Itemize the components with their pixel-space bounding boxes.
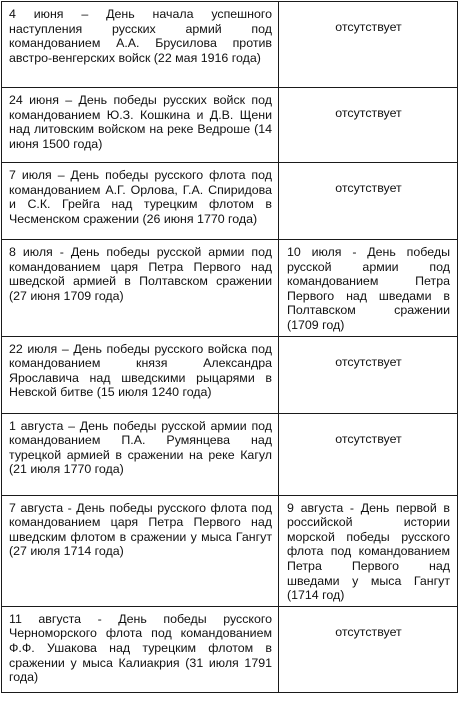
new-date-cell	[2, 163, 279, 240]
old-date-cell	[279, 606, 458, 692]
new-date-text: 22 июля – День победы русского войска под командованием князя Александра Ярославича над шведскими рыцарями в Невской битве (15 июля 1240 года)	[9, 341, 272, 400]
table-row	[2, 413, 458, 495]
old-date-text: 9 августа - День первой в российской истории морской победы русского флота под командованием Петра Первого над шведами у мыса Гангут (1714 год)	[287, 500, 450, 603]
old-date-text: отсутствует	[335, 181, 402, 195]
new-date-text: 4 июня – День начала успешного наступления русских армий под командованием А.А. Брусилова против австро-венгерских войск (22 мая 1916 года)	[9, 7, 272, 65]
new-date-text: 7 августа - День победы русского флота под командованием царя Петра Первого над шведским флотом в сражении у мыса Гангут (27 июля 1714 года)	[9, 500, 272, 559]
table-row	[2, 163, 458, 240]
new-date-text: 1 августа – День победы русской армии под командованием П.А. Румянцева над турецкой армией в сражении на реке Кагул (21 июля 1770 года)	[9, 418, 272, 477]
old-date-cell	[279, 495, 458, 606]
old-date-text: отсутствует	[335, 20, 402, 34]
new-date-text: 7 июля – День победы русского флота под командованием А.Г. Орлова, Г.А. Спиридова и С.К. Грейга над турецким флотом в Чесменском сражении (26 июня 1770 года)	[9, 168, 272, 226]
old-date-text: отсутствует	[335, 624, 402, 639]
old-date-cell	[279, 2, 458, 88]
table-row	[2, 495, 458, 606]
old-date-text: 10 июля - День победы русской армии под командованием Петра Первого над шведами в Полтавском сражении (1709 год)	[287, 245, 450, 332]
table-row	[2, 240, 458, 337]
table-row	[2, 88, 458, 163]
table-row	[2, 336, 458, 413]
military-glory-dates-table	[1, 1, 458, 693]
table-row	[2, 2, 458, 88]
new-date-text: 11 августа - День победы русского Черноморского флота под командованием Ф.Ф. Ушакова над турецким флотом в сражении у мыса Калиакрия (31 июля 1791 года)	[9, 611, 272, 685]
old-date-text: отсутствует	[335, 354, 402, 369]
new-date-cell	[2, 336, 279, 413]
old-date-cell	[279, 336, 458, 413]
new-date-cell	[2, 240, 279, 337]
old-date-text: отсутствует	[335, 106, 402, 120]
new-date-cell	[2, 606, 279, 692]
new-date-cell	[2, 88, 279, 163]
new-date-text: 8 июля - День победы русской армии под командованием царя Петра Первого над шведской армией в Полтавском сражении (27 июня 1709 года)	[9, 245, 272, 303]
new-date-text: 24 июня – День победы русских войск под командованием Ю.З. Кошкина и Д.В. Щени над литовским войском на реке Ведроше (14 июня 1500 года)	[9, 93, 272, 151]
new-date-cell	[2, 2, 279, 88]
new-date-cell	[2, 495, 279, 606]
old-date-text: отсутствует	[335, 431, 402, 446]
old-date-cell	[279, 413, 458, 495]
table-row	[2, 606, 458, 692]
old-date-cell	[279, 163, 458, 240]
old-date-cell	[279, 240, 458, 337]
old-date-cell	[279, 88, 458, 163]
new-date-cell	[2, 413, 279, 495]
